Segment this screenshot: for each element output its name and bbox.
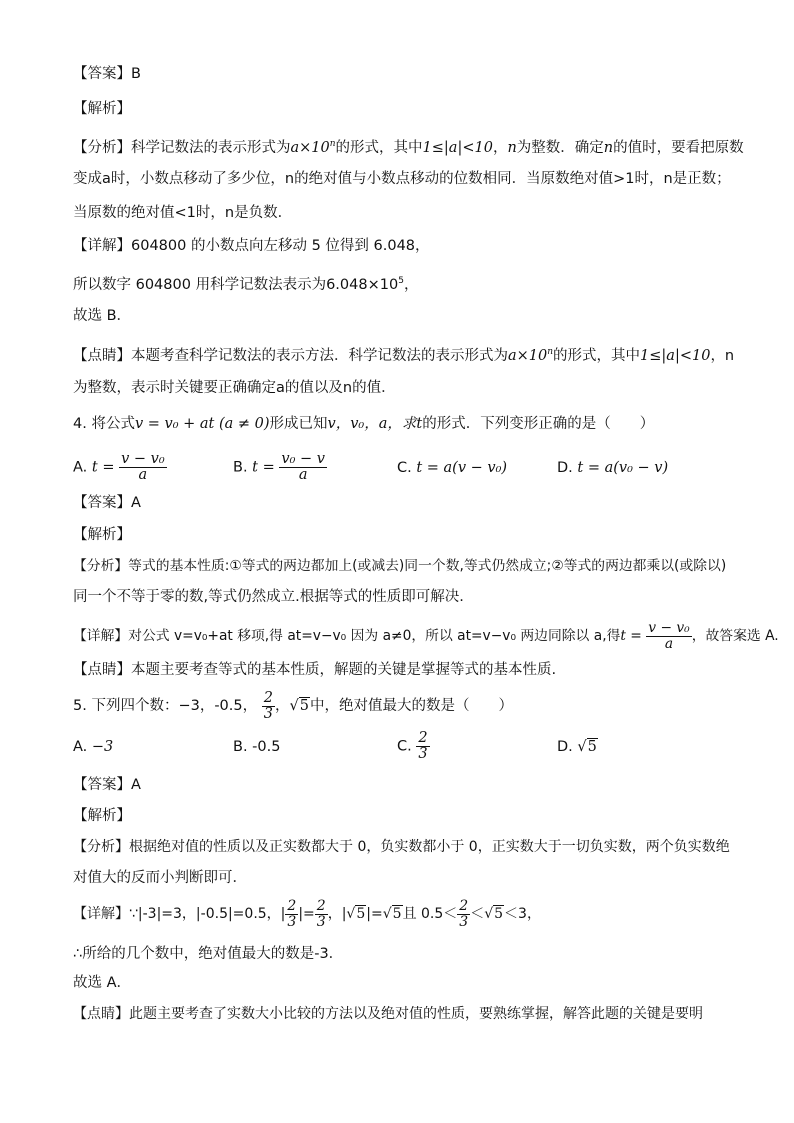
q4-analysis-heading: 【解析】: [73, 527, 131, 543]
fraction: $\frac{\text{v − v₀}}{a}$: [648, 619, 690, 652]
q3-analysis-line3: 当原数的绝对值<1时，n是负数．: [73, 205, 293, 221]
sqrt: √5: [382, 906, 402, 922]
fraction: $\frac{2}{3}$: [316, 897, 326, 930]
q4-option-b: B. t = $\frac{\text{v₀ − v}}{a}$: [233, 451, 325, 483]
q5-option-b: B. -0.5: [233, 739, 281, 755]
q3-conclusion: 故选 B．: [73, 308, 132, 324]
q4-option-c: C. t = a(v − v₀): [397, 460, 508, 476]
q5-stem: 5. 下列四个数：−3，-0.5， $\frac{2}{3}$ ，√5中，绝对值最大的数是（ ）: [73, 689, 513, 722]
fraction: $\frac{2}{3}$: [287, 897, 297, 930]
sqrt: √5: [577, 739, 597, 755]
q5-option-c: C. $\frac{2}{3}$: [397, 730, 428, 762]
q5-remark: 【点睛】此题主要考查了实数大小比较的方法以及绝对值的性质，要熟练掌握，解答此题的关键是要明: [73, 1006, 703, 1022]
q4-stem: 4. 将公式v = v₀ + at (a ≠ 0)形成已知v，v₀，a，求t的形式．下列变形正确的是（ ）: [73, 416, 655, 432]
fraction: $\frac{2}{3}$: [263, 689, 273, 722]
q3-analysis-heading: 【解析】: [73, 101, 131, 117]
q4-remark: 【点睛】本题主要考查等式的基本性质，解题的关键是掌握等式的基本性质.: [73, 662, 557, 678]
q4-analysis-line2: 同一个不等于零的数,等式仍然成立.根据等式的性质即可解决.: [73, 589, 464, 605]
q3-analysis-line2: 变成a时，小数点移动了多少位，n的绝对值与小数点移动的位数相同．当原数绝对值>1时，n是正数；: [73, 171, 731, 187]
sqrt: √5: [346, 906, 366, 922]
fraction: $\frac{2}{3}$: [418, 730, 428, 762]
q5-choice: 故选 A．: [73, 975, 132, 991]
q4-analysis-line1: 【分析】等式的基本性质:①等式的两边都加上(或减去)同一个数,等式仍然成立;②等式的两边都乘以(或除以): [73, 558, 727, 574]
q5-option-d: D. √5: [557, 739, 597, 755]
q5-analysis-line1: 【分析】根据绝对值的性质以及正实数都大于 0，负实数都小于 0，正实数大于一切负实数，两个负实数绝: [73, 839, 730, 855]
q5-analysis-heading: 【解析】: [73, 808, 131, 824]
fraction: $\frac{\text{v₀ − v}}{a}$: [281, 451, 325, 483]
q3-detail-line1: 【详解】604800 的小数点向左移动 5 位得到 6.048，: [73, 238, 430, 254]
fraction: $\frac{2}{3}$: [459, 897, 469, 930]
q5-analysis-line2: 对值大的反而小判断即可．: [73, 870, 247, 886]
q3-answer: 【答案】B: [73, 66, 141, 82]
q4-option-d: D. t = a(v₀ − v): [557, 460, 669, 476]
q3-remark-line2: 为整数，表示时关键要正确确定a的值以及n的值．: [73, 380, 396, 396]
q3-detail-line2: 所以数字 604800 用科学记数法表示为$6.048\times 10^5$，: [73, 276, 419, 293]
q3-remark-line1: 【点睛】本题考查科学记数法的表示方法．科学记数法的表示形式为$a\times 10^n$的形式，其中1≤|a|<10，n: [73, 347, 735, 364]
q5-conclusion-line: ∴所给的几个数中，绝对值最大的数是-3．: [73, 946, 344, 962]
q5-detail: 【详解】∵|-3|=3，|-0.5|=0.5，| $\frac{2}{3}$ |= $\frac{2}{3}$ ，|√5|=√5且 0.5＜ $\frac{2}{3}$ ＜√5＜3，: [73, 897, 541, 930]
q4-answer: 【答案】A: [73, 495, 141, 511]
q3-analysis-line1: 【分析】科学记数法的表示形式为$a\times 10^n$的形式，其中1≤|a|<10，n为整数．确定n的值时，要看把原数: [73, 139, 744, 156]
sqrt: √5: [289, 698, 309, 714]
q4-option-a: A. t = $\frac{\text{v − v₀}}{a}$: [73, 451, 165, 483]
q5-option-a: A. −3: [73, 739, 114, 755]
q4-detail: 【详解】对公式 v=v₀+at 移项,得 at=v−v₀ 因为 a≠0，所以 at=v−v₀ 两边同除以 a,得t = $\frac{\text{v − v₀}}{a}$ ，故答案选 A.: [73, 619, 779, 652]
sqrt: √5: [484, 906, 504, 922]
fraction: $\frac{\text{v − v₀}}{a}$: [121, 451, 165, 483]
q5-answer: 【答案】A: [73, 777, 141, 793]
